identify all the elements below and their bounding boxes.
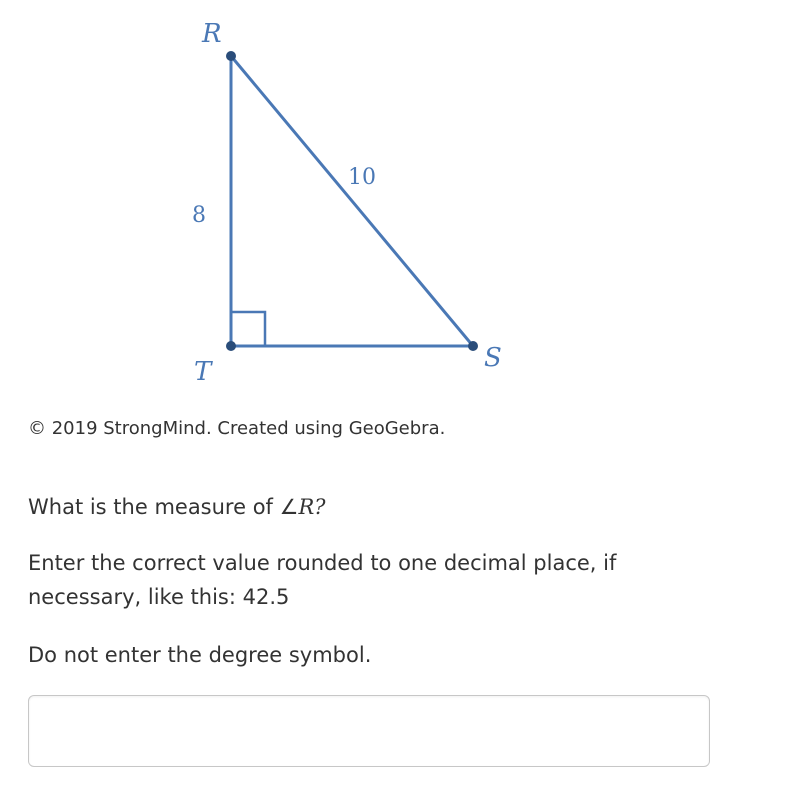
side-rs-label: 10 — [348, 165, 376, 190]
right-angle-marker — [231, 312, 265, 346]
side-rs — [231, 56, 473, 346]
vertex-t-label: T — [194, 357, 212, 387]
answer-input[interactable] — [28, 695, 710, 767]
instruction-text: Enter the correct value rounded to one decimal place, if necessary, like this: 42.5 — [28, 551, 617, 609]
question-mark: ? — [314, 495, 326, 519]
vertex-s-point — [468, 341, 478, 351]
note-text: Do not enter the degree symbol. — [28, 643, 372, 667]
vertex-t-point — [226, 341, 236, 351]
vertex-r-label: R — [202, 19, 222, 49]
angle-variable: R — [298, 495, 315, 519]
side-rt-label: 8 — [192, 203, 206, 228]
copyright-credit: © 2019 StrongMind. Created using GeoGebra. — [28, 418, 446, 439]
angle-symbol: ∠ — [279, 495, 299, 519]
question-prefix: What is the measure of — [28, 495, 280, 519]
question-text — [28, 490, 668, 524]
vertex-r-point — [226, 51, 236, 61]
vertex-s-label: S — [484, 343, 502, 373]
